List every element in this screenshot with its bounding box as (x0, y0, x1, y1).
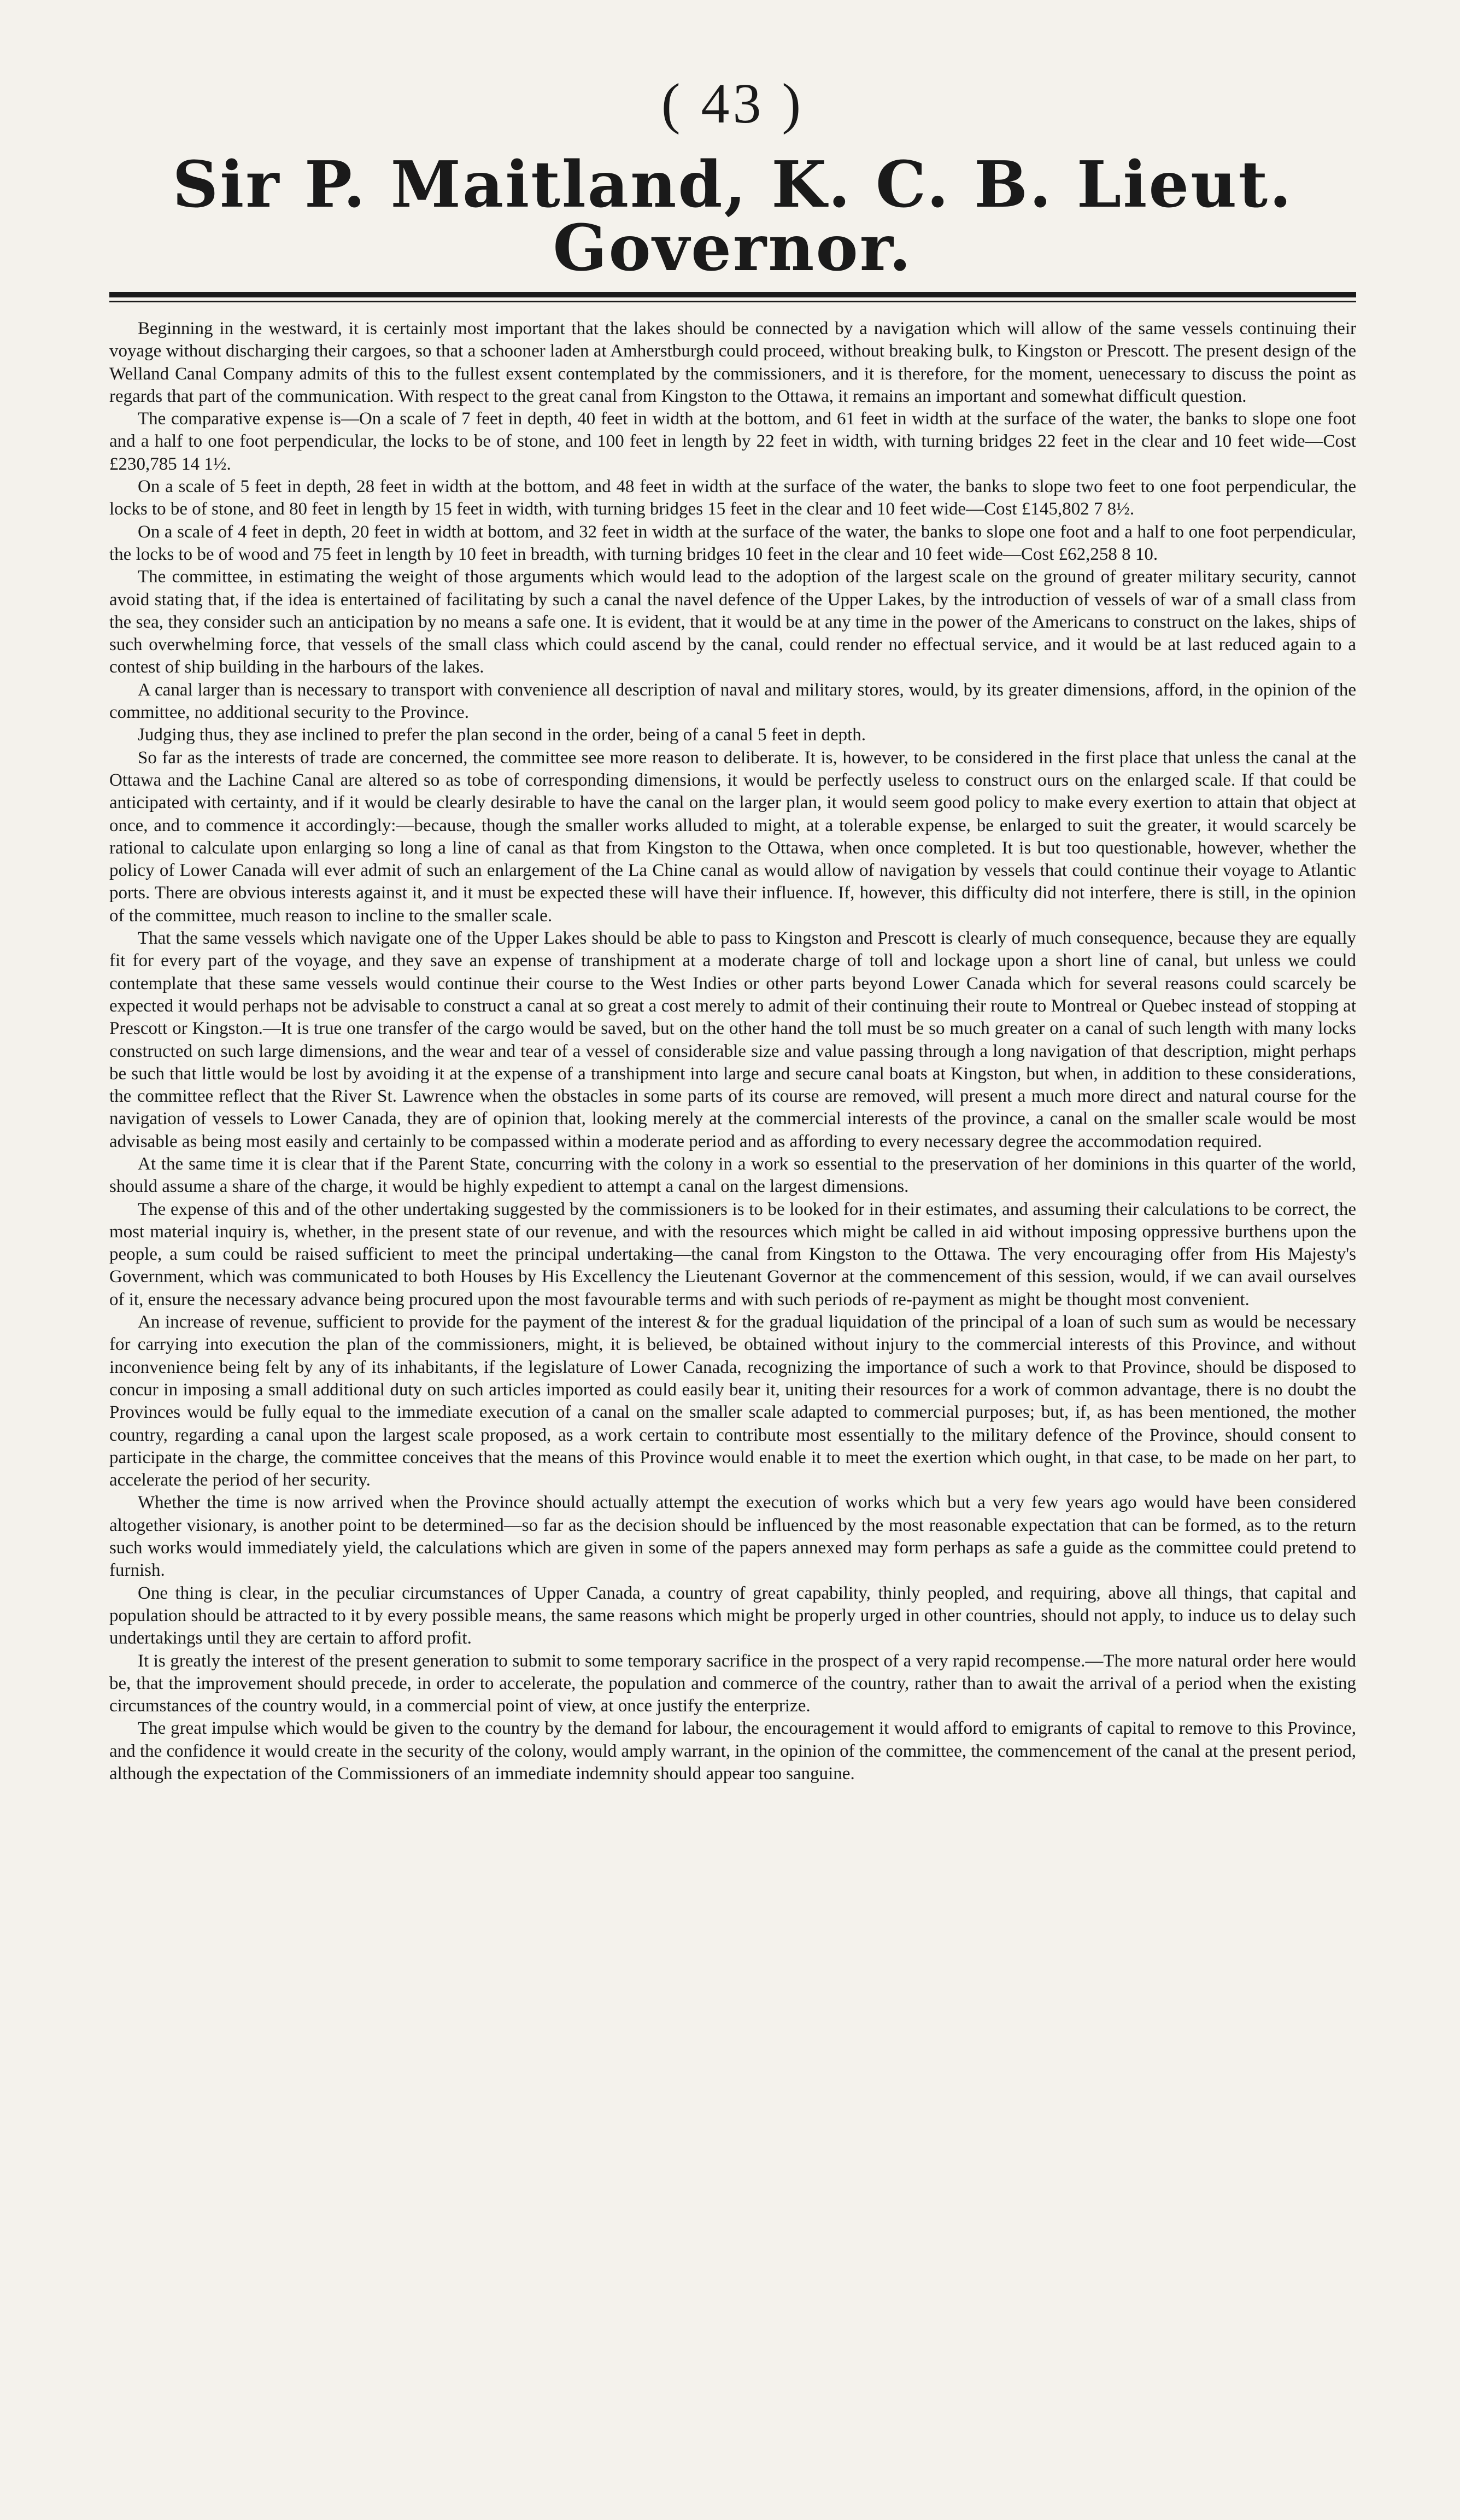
paragraph: So far as the interests of trade are concerned, the committee see more reason to deliberate. It is, however, to be considered in the first place that unless the canal at the Ottawa and the Lachine Canal are altered so as tobe of corresponding dimensions, it would be perfectly useless to construct ours on the enlarged scale. If that could be anticipated with certainty, and if it would be clearly desirable to have the canal on the larger plan, it would seem good policy to make every exertion to attain that object at once, and to commence it accordingly:—because, though the smaller works alluded to might, at a tolerable expense, be enlarged to suit the greater, it would scarcely be rational to calculate upon enlarging so long a line of canal as that from Kingston to the Ottawa, when once completed. It is but too questionable, however, whether the policy of Lower Canada will ever admit of such an enlargement of the La Chine canal as would allow of navigation by vessels that could continue their voyage to Atlantic ports. There are obvious interests against it, and it must be expected these will have their influence. If, however, this difficulty did not interfere, there is still, in the opinion of the committee, much reason to incline to the smaller scale. (109, 747, 1356, 926)
paragraph: On a scale of 5 feet in depth, 28 feet in width at the bottom, and 48 feet in width at the surface of the water, the banks to slope two feet to one foot perpendicular, the locks to be of stone, and 80 feet in length by 15 feet in width, with turning bridges 15 feet in the clear and 10 feet wide—Cost £145,802 7 8½. (109, 477, 1356, 519)
paragraph: Judging thus, they ase inclined to prefer the plan second in the order, being of a canal 5 feet in depth. (138, 725, 866, 745)
paragraph: Whether the time is now arrived when the Province should actually attempt the execution of works which but a very few years ago would have been considered altogether visionary, is another point to be determined—so far as the decision should be influenced by the most reasonable expectation that can be formed, as to the return such works would immediately yield, the calculations which are given in some of the papers annexed may form perhaps as safe a guide as the committee could pretend to furnish. (109, 1493, 1356, 1581)
paragraph: One thing is clear, in the peculiar circumstances of Upper Canada, a country of great capability, thinly peopled, and requiring, above all things, that capital and population should be attracted to it by every possible means, the same reasons which might be properly urged in other countries, should not apply, to induce us to delay such undertakings until they are certain to afford profit. (109, 1583, 1356, 1648)
paragraph: Beginning in the westward, it is certainly most important that the lakes should be connected by a navigation which will allow of the same vessels continuing their voyage without discharging their cargoes, so that a schooner laden at Amherstburgh could proceed, without breaking bulk, to Kingston or Prescott. The present design of the Welland Canal Company admits of this to the fullest exsent contemplated by the commissioners, and it is therefore, for the moment, uenecessary to discuss the point as regards that part of the communication. With respect to the great canal from Kingston to the Ottawa, it remains an important and somewhat difficult question. (109, 319, 1356, 406)
paragraph: At the same time it is clear that if the Parent State, concurring with the colony in a work so essential to the preservation of her dominions in this quarter of the world, should assume a share of the charge, it would be highly expedient to attempt a canal on the largest dimensions. (109, 1154, 1356, 1197)
paragraph: It is greatly the interest of the present generation to submit to some temporary sacrifice in the prospect of a very rapid recompense.—The more natural order here would be, that the improvement should precede, in order to accelerate, the population and commerce of the country, rather than to await the arrival of a period when the existing circumstances of the country would, in a commercial point of view, at once justify the enterprize. (109, 1651, 1356, 1716)
page-number: ( 43 ) (661, 72, 805, 135)
header-rule-thin (109, 301, 1356, 302)
paragraph: The comparative expense is—On a scale of 7 feet in depth, 40 feet in width at the bottom, and 61 feet in width at the surface of the water, the banks to slope one foot and a half to one foot perpendicular, the locks to be of stone, and 100 feet in length by 22 feet in width, with turning bridges 22 feet in the clear and 10 feet wide—Cost £230,785 14 1½. (109, 409, 1356, 474)
body-text (109, 318, 1356, 1785)
paragraph: The great impulse which would be given to the country by the demand for labour, the encouragement it would afford to emigrants of capital to remove to this Province, and the confidence it would create in the security of the colony, would amply warrant, in the opinion of the committee, the commencement of the canal at the present period, although the expectation of the Commissioners of an immediate indemnity should appear too sanguine. (109, 1718, 1356, 1784)
running-head: Sir P. Maitland, K. C. B. Lieut. Governor. (172, 148, 1293, 285)
header-rule-thick (109, 292, 1356, 297)
paragraph: On a scale of 4 feet in depth, 20 feet in width at bottom, and 32 feet in width at the surface of the water, the banks to slope one foot and a half to one foot perpendicular, the locks to be of wood and 75 feet in length by 10 feet in breadth, with turning bridges 10 feet in the clear and 10 feet wide—Cost £62,258 8 10. (109, 522, 1356, 564)
paragraph: The committee, in estimating the weight of those arguments which would lead to the adoption of the largest scale on the ground of greater military security, cannot avoid stating that, if the idea is entertained of facilitating by such a canal the navel defence of the Upper Lakes, by the introduction of vessels of war of a small class from the sea, they consider such an anticipation by no means a safe one. It is evident, that it would be at any time in the power of the Americans to construct on the lakes, ships of such overwhelming force, that vessels of the small class which could ascend by the canal, could render no effectual service, and it would be at last reduced again to a contest of ship building in the harbours of the lakes. (109, 567, 1356, 677)
paragraph: A canal larger than is necessary to transport with convenience all description of naval and military stores, would, by its greater dimensions, afford, in the opinion of the committee, no additional security to the Province. (109, 680, 1356, 723)
paragraph: An increase of revenue, sufficient to provide for the payment of the interest & for the gradual liquidation of the principal of a loan of such sum as would be necessary for carrying into execution the plan of the commissioners, might, it is believed, be obtained without injury to the commercial interests of this Province, and without inconvenience being felt by any of its inhabitants, if the legislature of Lower Canada, recognizing the importance of such a work to that Province, should be disposed to concur in imposing a small additional duty on such articles imported as could easily bear it, uniting their resources for a work of common advantage, there is no doubt the Provinces would be fully equal to the immediate execution of a canal on the smaller scale adapted to commercial purposes; but, if, as has been mentioned, the mother country, regarding a canal upon the largest scale proposed, as a work certain to contribute most essentially to the military defence of the Province, should consent to participate in the charge, the committee conceives that the means of this Province would enable it to meet the exertion which ought, in that case, to be made on her part, to accelerate the period of her security. (109, 1312, 1356, 1490)
paragraph: That the same vessels which navigate one of the Upper Lakes should be able to pass to Kingston and Prescott is clearly of much consequence, because they are equally fit for every part of the voyage, and they save an expense of transhipment at a moderate charge of toll and lockage upon a short line of canal, but unless we could contemplate that these same vessels would continue their course to the West Indies or other parts beyond Lower Canada which for several reasons could scarcely be expected it would perhaps not be advisable to construct a canal at so great a cost merely to admit of their continuing their route to Montreal or Quebec instead of stopping at Prescott or Kingston.—It is true one transfer of the cargo would be saved, but on the other hand the toll must be so much greater on a canal of such length with many locks constructed on such large dimensions, and the wear and tear of a vessel of considerable size and value passing through a long navigation of that description, might perhaps be such that little would be lost by avoiding it at the expense of a transhipment into large and secure canal boats at Kingston, but when, in addition to these considerations, the committee reflect that the River St. Lawrence when the obstacles in some parts of its course are removed, will present a much more direct and natural course for the navigation of vessels to Lower Canada, they are of opinion that, looking merely at the commercial interests of the province, a canal on the smaller scale would be most advisable as being most easily and certainly to be compassed within a moderate period and as affording to every necessary degree the accommodation required. (109, 928, 1356, 1151)
paragraph: The expense of this and of the other undertaking suggested by the commissioners is to be looked for in their estimates, and assuming their calculations to be correct, the most material inquiry is, whether, in the present state of our revenue, and with the resources which might be called in aid without imposing oppressive burthens upon the people, a sum could be raised sufficient to meet the principal undertaking—the canal from Kingston to the Ottawa. The very encouraging offer from His Majesty's Government, which was communicated to both Houses by His Excellency the Lieutenant Governor at the commencement of this session, would, if we can avail ourselves of it, ensure the necessary advance being procured upon the most favourable terms and with such periods of re-payment as might be thought most convenient. (109, 1199, 1356, 1309)
